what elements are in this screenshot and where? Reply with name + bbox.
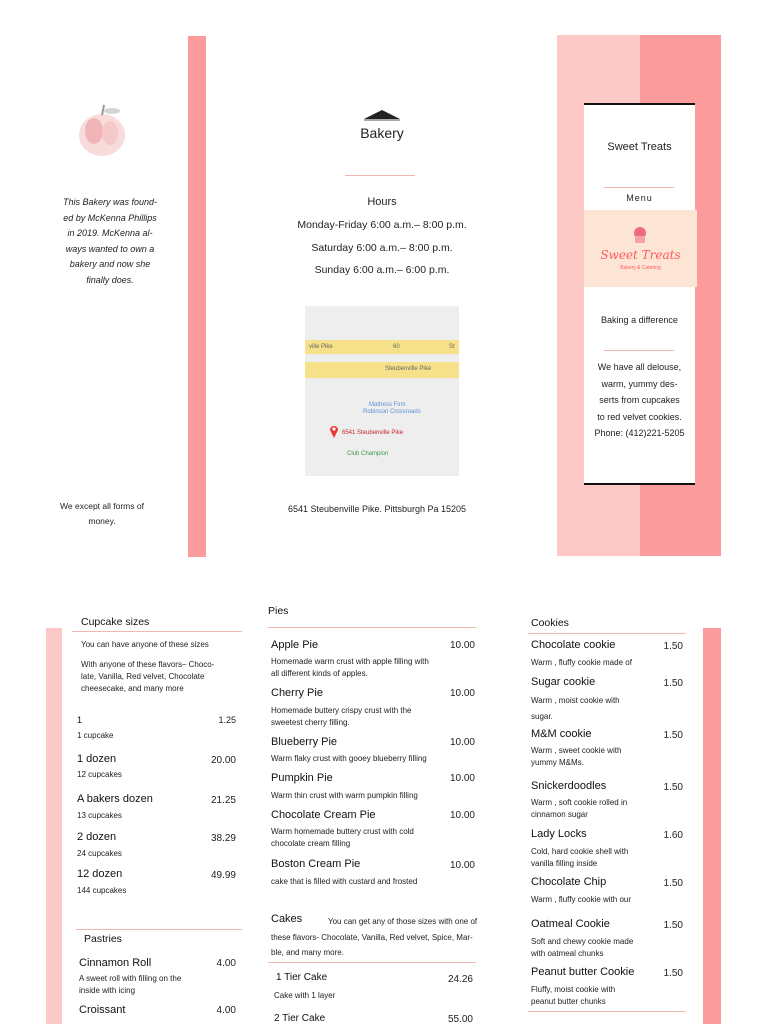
cookie-item-price: 1.50	[663, 641, 683, 652]
left-pink-stripe	[188, 36, 206, 557]
cake-item-price: 55.00	[447, 1014, 473, 1025]
pastry-item-price: 4.00	[216, 958, 236, 969]
map-road-label: St	[449, 344, 455, 350]
pie-desc-line: Homemade warm crust with apple filling with	[271, 657, 429, 666]
map-place-label: Club Champion	[347, 451, 389, 457]
map-pin-label: 6541 Steubenville Pike	[342, 430, 404, 436]
divider	[528, 1011, 686, 1012]
cupcake-item-price: 1.25	[218, 715, 236, 725]
cupcake-item-name: 1 dozen	[77, 753, 117, 765]
bakery-title: Bakery	[360, 125, 404, 141]
bottom-left-stripe	[46, 628, 62, 1024]
pie-item-name: Apple Pie	[271, 639, 319, 651]
cupcake-item-name: 1	[77, 715, 83, 725]
address-text: 6541 Steubenville Pike. Pittsburgh Pa 15205	[287, 504, 467, 514]
cake-item-name: 2 Tier Cake	[274, 1013, 326, 1024]
pie-item-price: 10.00	[449, 737, 475, 748]
pie-desc-line: Homemade buttery crispy crust with the	[271, 706, 412, 715]
pie-item-desc: Warm flaky crust with gooey blueberry filling	[271, 754, 427, 763]
cookie-desc-line: Cold, hard cookie shell with	[531, 847, 629, 856]
map-road	[305, 362, 459, 378]
cookie-item-name: Peanut butter Cookie	[531, 966, 635, 978]
description-line: to red velvet cookies.	[597, 411, 682, 422]
cupcake-item-price: 20.00	[210, 755, 236, 766]
hours-weekday: Monday-Friday 6:00 a.m.– 8:00 p.m.	[297, 219, 467, 231]
payment-line: We except all forms of	[60, 501, 144, 511]
cookie-item-desc: Warm , fluffy cookie with our	[531, 895, 632, 904]
pie-desc-line: Warm homemade buttery crust with cold	[271, 827, 414, 836]
pastry-desc-line: A sweet roll with filling on the	[79, 974, 182, 983]
menu-label: Menu	[626, 193, 653, 203]
divider	[604, 187, 674, 188]
cookie-desc-line: Soft and chewy cookie made	[531, 937, 634, 946]
cookie-item-price: 1.50	[663, 782, 683, 793]
cakes-note-line: You can get any of those sizes with one of	[328, 917, 478, 926]
cookie-desc-line: vanilla filling inside	[531, 859, 598, 868]
about-line: This Bakery was found-	[62, 197, 158, 207]
hours-title: Hours	[367, 196, 397, 208]
cookie-desc-line: cinnamon sugar	[531, 810, 588, 819]
cookie-item-name: Lady Locks	[531, 828, 587, 840]
cake-item-name: 1 Tier Cake	[276, 972, 328, 983]
cupcake-note: You can have anyone of these sizes	[81, 640, 209, 649]
cookie-desc-line: Warm , soft cookie rolled in	[531, 798, 628, 807]
cookie-desc-line: Warm , moist cookie with	[531, 696, 620, 705]
cookie-item-price: 1.50	[663, 678, 683, 689]
cakes-title: Cakes	[271, 913, 303, 925]
divider	[528, 633, 686, 634]
cookie-desc-line: with oatmeal chunks	[531, 949, 604, 958]
pie-item-price: 10.00	[449, 773, 475, 784]
cookie-item-desc	[531, 745, 621, 769]
map-place-label: Mattress Firm	[369, 402, 406, 408]
apple-icon	[74, 103, 130, 157]
divider	[76, 929, 242, 930]
description-line: serts from cupcakes	[599, 395, 680, 405]
cupcake-flavors	[81, 659, 241, 695]
cakes-note	[271, 914, 481, 961]
cupcake-item-desc: 144 cupcakes	[77, 886, 127, 895]
pie-item-price: 10.00	[449, 810, 475, 821]
roof-icon	[364, 108, 400, 120]
divider	[72, 631, 242, 632]
tagline: Baking a difference	[601, 315, 678, 325]
cookie-desc-line: sugar.	[531, 712, 553, 721]
divider	[268, 627, 476, 628]
about-line: ways wanted to own a	[65, 243, 155, 254]
flavor-line: With anyone of these flavors– Choco-	[81, 660, 215, 669]
cookie-item-name: M&M cookie	[531, 728, 592, 740]
cupcake-item-desc: 1 cupcake	[77, 731, 114, 740]
cookie-item-desc	[531, 693, 620, 725]
pie-desc-line: chocolate cream filling	[271, 839, 351, 848]
logo-subtext: Bakery & Catering	[620, 265, 661, 271]
about-line: finally does.	[86, 274, 134, 285]
logo-text: Sweet Treats	[600, 248, 681, 262]
location-map[interactable]	[305, 306, 459, 476]
cookie-item-name: Snickerdoodles	[531, 780, 607, 792]
description-line: warm, yummy des-	[601, 378, 678, 389]
pie-item-name: Pumpkin Pie	[271, 772, 333, 784]
divider	[268, 962, 476, 963]
cookies-title: Cookies	[531, 617, 569, 629]
payment-text	[40, 499, 164, 529]
cookie-desc-line: peanut butter chunks	[531, 997, 606, 1006]
payment-line: money.	[88, 516, 116, 526]
hours-saturday: Saturday 6:00 a.m.– 8:00 p.m.	[311, 242, 453, 254]
cupcake-item-name: 12 dozen	[77, 868, 123, 880]
pie-item-price: 10.00	[449, 688, 475, 699]
about-text	[40, 195, 180, 288]
pie-item-name: Chocolate Cream Pie	[271, 809, 376, 821]
cakes-note-line: these flavors- Chocolate, Vanilla, Red velvet, Spice, Mar-	[271, 932, 473, 942]
cookie-desc-line: Fluffy, moist cookie with	[531, 985, 616, 994]
pastry-item-price: 4.00	[216, 1005, 236, 1016]
cupcake-item-name: 2 dozen	[77, 831, 117, 843]
pie-item-desc	[271, 826, 414, 850]
cookie-desc-line: Warm , sweet cookie with	[531, 746, 622, 755]
pie-item-desc: Warm thin crust with warm pumpkin filling	[271, 791, 418, 800]
pastry-item-desc	[79, 973, 181, 997]
sweet-treats-title: Sweet Treats	[607, 141, 672, 153]
cookie-item-name: Chocolate cookie	[531, 639, 616, 651]
divider	[345, 175, 415, 176]
cake-item-price: 24.26	[447, 974, 473, 985]
cookie-item-name: Sugar cookie	[531, 676, 596, 688]
pie-item-name: Cherry Pie	[271, 687, 323, 699]
divider	[604, 350, 674, 351]
pastry-item-name: Croissant	[79, 1004, 126, 1016]
cookie-item-price: 1.50	[663, 920, 683, 931]
map-road-label: Steubenville Pike	[385, 366, 432, 372]
cupcake-item-desc: 12 cupcakes	[77, 770, 122, 779]
pie-item-name: Boston Cream Pie	[271, 858, 361, 870]
flavor-line: late, Vanilla, Red velvet, Chocolate	[81, 672, 205, 681]
description-line: We have all delouse,	[597, 362, 682, 372]
about-line: in 2019. McKenna al-	[67, 228, 153, 238]
pie-item-desc: cake that is filled with custard and frosted	[271, 877, 418, 886]
cookie-desc-line: yummy M&Ms.	[531, 758, 584, 767]
pie-item-desc	[271, 705, 412, 729]
hours-sunday: Sunday 6:00 a.m.– 6:00 p.m.	[314, 264, 450, 276]
cupcake-item-desc: 13 cupcakes	[77, 811, 122, 820]
about-line: bakery and now she	[69, 259, 151, 269]
map-road-badge: 60	[393, 344, 400, 350]
map-pin-icon	[329, 424, 339, 438]
map-road-label: ville Pike	[309, 344, 333, 350]
cookie-item-price: 1.50	[663, 730, 683, 741]
pastry-desc-line: inside with icing	[79, 986, 136, 995]
cupcake-item-desc: 24 cupcakes	[77, 849, 122, 858]
cupcake-item-price: 49.99	[210, 870, 236, 881]
map-place-label: Robinson Crossroads	[363, 409, 421, 415]
phone-text: Phone: (412)221-5205	[594, 428, 685, 438]
cupcake-item-name: A bakers dozen	[77, 793, 153, 805]
cookie-item-desc	[531, 984, 615, 1008]
pie-desc-line: all different kinds of apples.	[271, 669, 368, 678]
cookie-item-price: 1.50	[663, 968, 683, 979]
cookie-item-name: Chocolate Chip	[531, 876, 607, 888]
pie-item-name: Blueberry Pie	[271, 736, 338, 748]
cupcake-icon	[632, 226, 648, 244]
cookie-item-price: 1.60	[663, 830, 683, 841]
logo-box	[584, 210, 697, 287]
cupcake-item-price: 38.29	[210, 833, 236, 844]
pie-desc-line: sweetest cherry filling.	[271, 718, 350, 727]
description	[584, 359, 695, 442]
cupcake-item-price: 21.25	[210, 795, 236, 806]
pie-item-price: 10.00	[449, 860, 475, 871]
cookie-item-desc: Warm , fluffy cookie made of	[531, 658, 632, 667]
cookie-item-price: 1.50	[663, 878, 683, 889]
cupcake-sizes-title: Cupcake sizes	[81, 616, 150, 628]
pie-item-price: 10.00	[449, 640, 475, 651]
about-line: ed by McKenna Phillips	[63, 212, 157, 223]
cookie-item-desc	[531, 936, 633, 960]
pies-title: Pies	[268, 605, 289, 617]
pastry-item-name: Cinnamon Roll	[79, 957, 152, 969]
cake-item-desc: Cake with 1 layer	[274, 991, 336, 1000]
bottom-right-stripe	[703, 628, 721, 1024]
pie-item-desc	[271, 656, 429, 680]
pastries-title: Pastries	[84, 933, 122, 945]
cookie-item-name: Oatmeal Cookie	[531, 918, 610, 930]
cakes-note-line: ble, and many more.	[271, 948, 344, 957]
cookie-item-desc	[531, 797, 627, 821]
flavor-line: cheesecake, and many more	[81, 684, 184, 693]
cookie-item-desc	[531, 846, 628, 870]
